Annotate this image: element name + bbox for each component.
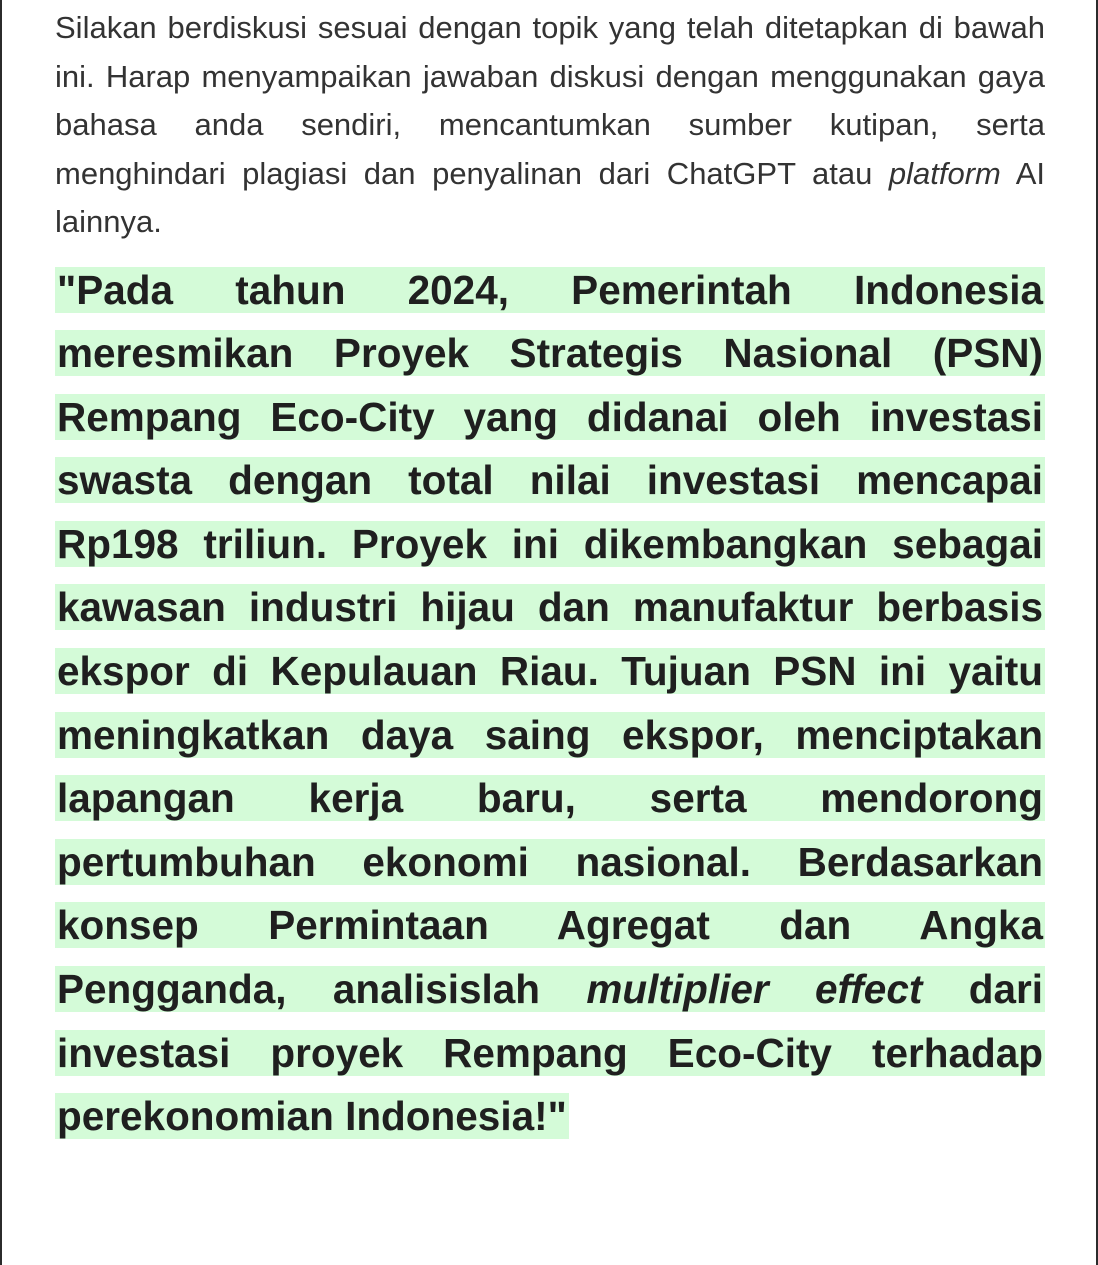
document-content (55, 0, 1045, 1149)
instructions-italic-term: platform (888, 155, 1001, 191)
instructions-paragraph (55, 0, 1045, 247)
discussion-question (55, 259, 1045, 1149)
question-text: "Pada tahun 2024, Pemerintah Indonesia meresmikan Proyek Strategis Nasional (PSN) Rempang Eco-City yang didanai oleh investasi swasta dengan total nilai investasi mencapai Rp198 triliun. Proyek ini dikembangkan sebagai kawasan industri hijau dan manufaktur berbasis ekspor di Kepulauan Riau. Tujuan PSN ini yaitu meningkatkan daya saing ekspor, menciptakan lapangan kerja baru, serta mendorong pertumbuhan ekonomi nasional. Berdasarkan konsep Permintaan Agregat dan Angka Pengganda, analisislah (57, 266, 1043, 1013)
question-italic-term: multiplier effect (586, 966, 923, 1013)
instructions-text: Silakan berdiskusi sesuai dengan topik yang telah ditetapkan di bawah ini. Harap menyampaikan jawaban diskusi dengan menggunakan gaya bahasa anda sendiri, mencantumkan sumber kutipan, serta menghindari plagiasi dan penyalinan dari ChatGPT atau (55, 10, 1045, 191)
instructions-text-end: AI lainnya. (55, 155, 1045, 239)
highlighted-question (55, 267, 1045, 1140)
question-text-end: dari investasi proyek Rempang Eco-City terhadap perekonomian Indonesia!" (57, 966, 1043, 1140)
page-left-border (0, 0, 2, 1265)
